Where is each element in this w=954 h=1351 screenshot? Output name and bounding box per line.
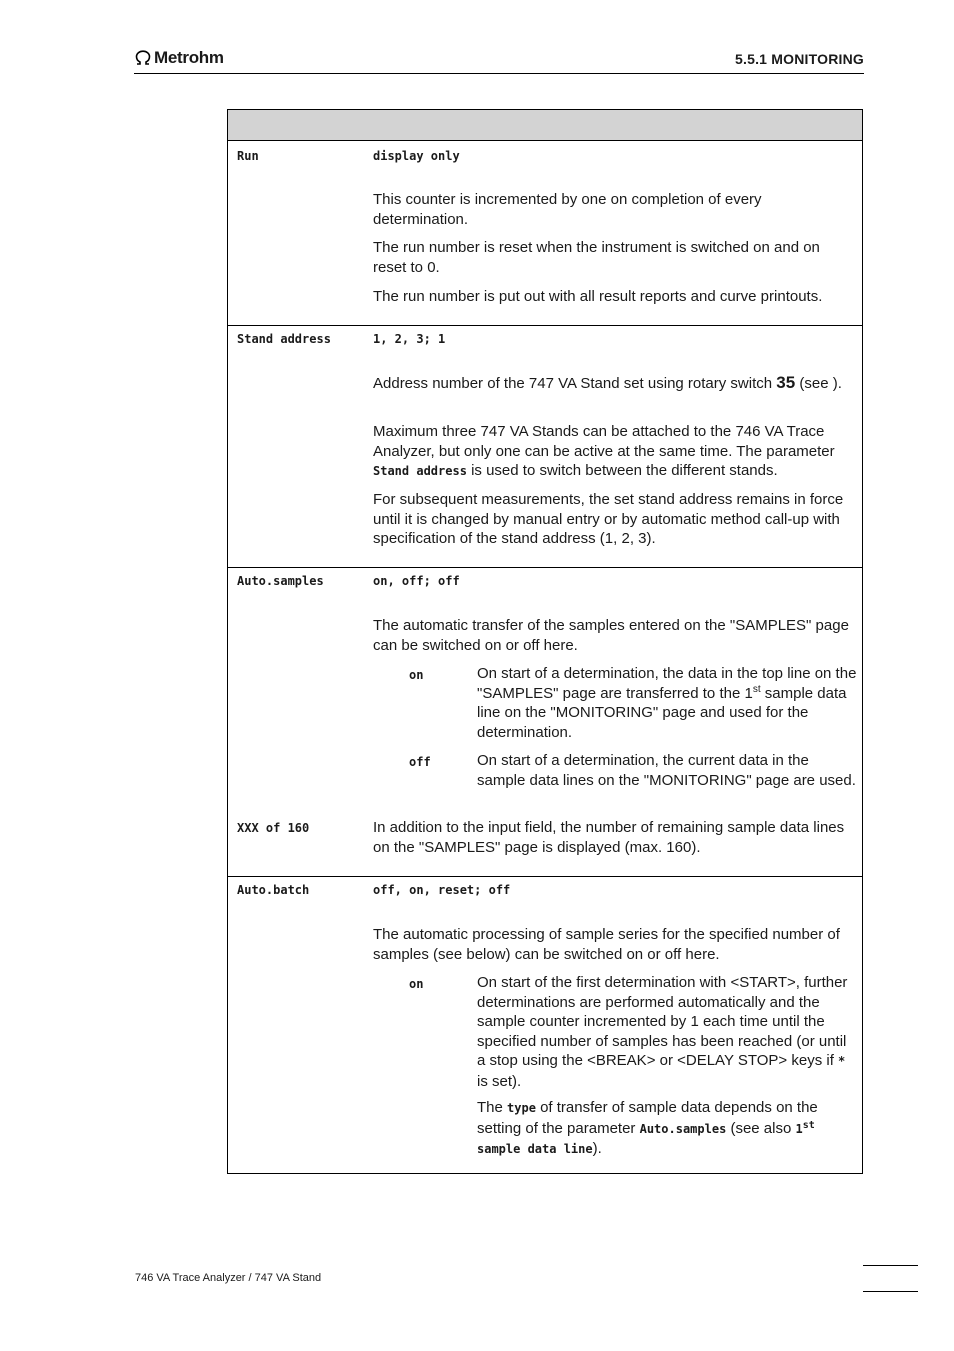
type-keyword: type <box>507 1101 536 1115</box>
stand-desc-text: (see ). <box>795 375 842 392</box>
param-name-auto-samples: Auto.samples <box>237 574 324 588</box>
option-off-label: off <box>409 755 431 769</box>
option-on-description <box>477 973 857 1091</box>
option-on-label: on <box>409 668 424 682</box>
option-off-description: On start of a determination, the current data in the sample data lines on the "MONITORING" page are used. <box>477 752 856 789</box>
auto-batch-description: The automatic processing of sample series for the specified number of samples (see below) can be switched on or off here. <box>373 926 840 963</box>
table-header-bar <box>228 110 862 141</box>
option-on-description <box>477 664 857 742</box>
stand-description-1 <box>373 373 853 394</box>
run-description-2: The run number is reset when the instrument is switched on and on reset to 0. <box>373 239 820 276</box>
stand-desc-text: Maximum three 747 VA Stands can be attached to the 746 VA Trace Analyzer, but only one can be active at the same time. The parameter <box>373 423 835 460</box>
footer-product-name: 746 VA Trace Analyzer / 747 VA Stand <box>135 1272 322 1284</box>
note-text: (see also <box>726 1119 796 1137</box>
option-on-label: on <box>409 977 424 991</box>
logo-text: Metrohm <box>154 48 224 67</box>
switch-number: 35 <box>776 373 796 392</box>
row-divider <box>228 876 862 877</box>
remaining-samples-description: In addition to the input field, the number of remaining sample data lines on the "SAMPLES" page is displayed (max. 160). <box>373 819 845 856</box>
row-divider <box>228 567 862 568</box>
run-description-1: This counter is incremented by one on completion of every determination. <box>373 191 762 228</box>
param-name-run: Run <box>237 149 259 163</box>
option-text: On start of a determination, the data in the top line on the "SAMPLES" page are transferred to the 1 <box>477 665 857 702</box>
transfer-type-note <box>477 1098 857 1160</box>
option-text: is set). <box>477 1072 522 1090</box>
line-ref-number: 1 <box>795 1121 803 1136</box>
param-value-auto-samples: on, off; off <box>373 574 460 588</box>
row-divider <box>228 325 862 326</box>
superscript: st <box>802 1119 815 1131</box>
note-text: The <box>477 1099 508 1116</box>
param-reference: Stand address <box>373 464 467 478</box>
section-title: 5.5.1 MONITORING <box>735 51 864 67</box>
option-text: On start of the first determination with <START>, further determinations are performed automatically and the sample counter incremented by 1 each time until the specified number of samples has been reached (or until a stop using the <BREAK> or <DELAY STOP> keys if <box>477 974 848 1069</box>
metrohm-logo <box>135 48 224 68</box>
param-name-stand-address: Stand address <box>237 332 331 346</box>
stand-description-3: For subsequent measurements, the set stand address remains in force until it is changed by manual entry or by automatic method call-up with specification of the stand address (1, 2, 3). <box>373 491 844 547</box>
param-name-remaining-samples: XXX of 160 <box>237 821 310 835</box>
param-reference: Auto.samples <box>639 1121 727 1136</box>
param-value-run: display only <box>373 149 460 163</box>
line-ref-text: sample data line <box>477 1142 593 1156</box>
note-text: of transfer of sample data depends on the setting of the parameter <box>477 1099 818 1137</box>
param-value-auto-batch: off, on, reset; off <box>373 883 511 897</box>
header-rule <box>134 73 864 74</box>
param-name-auto-batch: Auto.batch <box>237 883 310 897</box>
superscript: st <box>752 683 761 695</box>
parameter-table <box>227 109 863 1174</box>
stand-desc-text: Address number of the 747 VA Stand set using rotary switch <box>373 375 777 392</box>
star-symbol: * <box>838 1054 846 1068</box>
footer-rule-bottom <box>863 1291 918 1292</box>
run-description-3: The run number is put out with all result reports and curve printouts. <box>373 288 823 305</box>
param-value-stand-address: 1, 2, 3; 1 <box>373 332 446 346</box>
note-text: ). <box>592 1140 602 1157</box>
option-text: sample data line on the "MONITORING" page and used for the determination. <box>477 684 847 741</box>
stand-description-2 <box>373 422 853 482</box>
footer-rule-top <box>863 1265 918 1266</box>
auto-samples-description: The automatic transfer of the samples entered on the "SAMPLES" page can be switched on or off here. <box>373 617 849 654</box>
metrohm-omega-icon <box>135 50 151 66</box>
stand-desc-text: is used to switch between the different stands. <box>466 462 778 479</box>
